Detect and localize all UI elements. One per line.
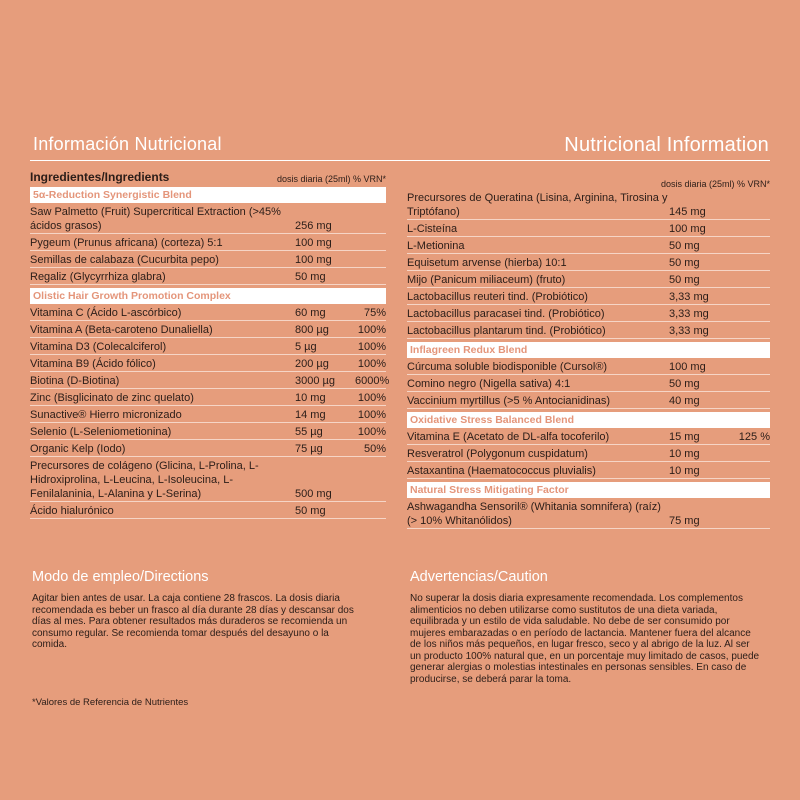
ingredient-amount: 15 mg bbox=[669, 431, 700, 443]
right-nutrition-table bbox=[407, 166, 770, 529]
table-row bbox=[407, 189, 770, 220]
ingredient-name: Lactobacillus paracasei tind. (Probiótico) bbox=[407, 308, 605, 320]
ingredient-name: Vitamina B9 (Ácido fólico) bbox=[30, 358, 156, 370]
footnote: *Valores de Referencia de Nutrientes bbox=[32, 697, 189, 708]
ingredient-amount: 800 µg bbox=[295, 324, 329, 336]
table-row bbox=[407, 358, 770, 375]
ingredient-amount: 3000 µg bbox=[295, 375, 335, 387]
ingredient-amount: 100 mg bbox=[669, 223, 706, 235]
table-row bbox=[407, 445, 770, 462]
left-table-body bbox=[30, 187, 390, 519]
ingredient-name: L-Metionina bbox=[407, 240, 465, 252]
dose-header-right: dosis diaria (25ml) % VRN* bbox=[660, 179, 770, 189]
ingredient-name: Astaxantina (Haematococcus pluvialis) bbox=[407, 465, 596, 477]
caution-heading: Advertencias/Caution bbox=[410, 569, 548, 585]
directions-text: Agitar bien antes de usar. La caja contiene 28 frascos. La dosis diaria recomendada es beber un frasco al día durante 28 días y descansar dos días al mes. Para obtener resultados más duraderos se recomienda un consumo regular. Se recomienda tomar después del desayuno o la comida. bbox=[32, 593, 354, 650]
ingredient-amount: 500 mg bbox=[295, 488, 332, 500]
ingredient-vrn: 125 % bbox=[738, 431, 770, 443]
ingredient-vrn: 100% bbox=[357, 426, 386, 438]
ingredient-name: Comino negro (Nigella sativa) 4:1 bbox=[407, 378, 571, 390]
table-row bbox=[407, 271, 770, 288]
ingredient-amount: 5 µg bbox=[295, 341, 317, 353]
ingredient-amount: 50 mg bbox=[669, 240, 700, 252]
ingredient-name: Lactobacillus plantarum tind. (Probiótico) bbox=[407, 325, 606, 337]
table-row bbox=[30, 304, 386, 321]
left-nutrition-table bbox=[30, 166, 390, 519]
ingredient-name: Precursores de Queratina (Lisina, Arginina, Tirosina y Triptófano) bbox=[407, 192, 668, 218]
ingredients-header: Ingredientes/Ingredients bbox=[30, 170, 170, 184]
ingredient-name: Cúrcuma soluble biodisponible (Cursol®) bbox=[407, 361, 608, 373]
ingredient-name: L-Cisteína bbox=[407, 223, 458, 235]
table-row bbox=[30, 251, 386, 268]
section-band: Olistic Hair Growth Promotion Complex bbox=[30, 288, 386, 304]
ingredient-amount: 75 µg bbox=[295, 443, 323, 455]
ingredient-name: Ashwagandha Sensoril® (Whitania somnifera) (raíz) (> 10% Whitanólidos) bbox=[407, 501, 661, 527]
ingredient-amount: 10 mg bbox=[669, 448, 700, 460]
ingredient-amount: 100 mg bbox=[295, 237, 332, 249]
table-row bbox=[30, 355, 386, 372]
ingredient-name: Ácido hialurónico bbox=[30, 505, 114, 517]
ingredient-amount: 50 mg bbox=[669, 378, 700, 390]
ingredient-name: Selenio (L-Seleniometionina) bbox=[30, 426, 172, 438]
ingredient-name: Vitamina E (Acetato de DL-alfa tocoferilo) bbox=[407, 431, 610, 443]
table-row bbox=[407, 428, 770, 445]
title-spanish: Información Nutricional bbox=[33, 134, 222, 154]
ingredient-name: Vitamina D3 (Colecalciferol) bbox=[30, 341, 167, 353]
ingredient-vrn: 100% bbox=[357, 341, 386, 353]
table-row bbox=[30, 440, 386, 457]
table-row bbox=[407, 392, 770, 409]
ingredient-name: Resveratrol (Polygonum cuspidatum) bbox=[407, 448, 588, 460]
ingredient-vrn: 75% bbox=[363, 307, 386, 319]
ingredient-amount: 14 mg bbox=[295, 409, 326, 421]
right-table-body bbox=[407, 189, 770, 529]
ingredient-name: Sunactive® Hierro micronizado bbox=[30, 409, 182, 421]
ingredient-name: Semillas de calabaza (Cucurbita pepo) bbox=[30, 254, 219, 266]
table-row bbox=[30, 234, 386, 251]
table-row bbox=[407, 254, 770, 271]
table-row bbox=[407, 305, 770, 322]
ingredient-name: Vitamina C (Ácido L-ascórbico) bbox=[30, 307, 182, 319]
ingredient-name: Precursores de colágeno (Glicina, L-Prolina, L-Hidroxiprolina, L-Leucina, L-Isoleucina, L-Fenilalaninia, L-Alanina y L-Serina) bbox=[30, 460, 259, 500]
ingredient-vrn: 100% bbox=[357, 392, 386, 404]
table-row bbox=[30, 203, 386, 234]
ingredient-vrn: 6000% bbox=[355, 375, 390, 387]
ingredient-amount: 3,33 mg bbox=[669, 308, 709, 320]
ingredient-amount: 145 mg bbox=[669, 206, 706, 218]
ingredient-amount: 200 µg bbox=[295, 358, 329, 370]
ingredient-vrn: 50% bbox=[363, 443, 386, 455]
section-band: Oxidative Stress Balanced Blend bbox=[407, 412, 770, 428]
table-row bbox=[30, 406, 386, 423]
ingredient-name: Vitamina A (Beta-caroteno Dunaliella) bbox=[30, 324, 213, 336]
caution-text: No superar la dosis diaria expresamente recomendada. Los complementos alimenticios no deben utilizarse como sustitutos de una dieta variada, equilibrada y un estilo de vida saludable. No debe de ser consumido por mujeres embarazadas o en período de lactancia. Mantener fuera del alcance de los niños más pequeños, en lugar fresco, seco y al abrigo de la luz. Al ser un producto 100% natural que, en un porcentaje muy limitado de casos, puede generar alergias o molestias intestinales en personas sensibles. En caso de producirse, se deberá parar la toma. bbox=[410, 593, 760, 685]
ingredient-name: Lactobacillus reuteri tind. (Probiótico) bbox=[407, 291, 588, 303]
ingredient-name: Equisetum arvense (hierba) 10:1 bbox=[407, 257, 567, 269]
table-row bbox=[30, 423, 386, 440]
table-row bbox=[407, 498, 770, 529]
section-band: Natural Stress Mitigating Factor bbox=[407, 482, 770, 498]
table-row bbox=[407, 220, 770, 237]
ingredient-name: Mijo (Panicum miliaceum) (fruto) bbox=[407, 274, 566, 286]
table-header-right bbox=[407, 166, 770, 189]
ingredient-name: Organic Kelp (Iodo) bbox=[30, 443, 126, 455]
table-row bbox=[30, 457, 386, 502]
ingredient-amount: 100 mg bbox=[295, 254, 332, 266]
ingredient-amount: 100 mg bbox=[669, 361, 706, 373]
directions-heading: Modo de empleo/Directions bbox=[32, 569, 209, 585]
ingredient-name: Saw Palmetto (Fruit) Supercritical Extraction (>45% ácidos grasos) bbox=[30, 206, 281, 232]
table-row bbox=[407, 237, 770, 254]
table-header bbox=[30, 166, 386, 184]
ingredient-amount: 60 mg bbox=[295, 307, 326, 319]
ingredient-name: Regaliz (Glycyrrhiza glabra) bbox=[30, 271, 166, 283]
ingredient-amount: 50 mg bbox=[295, 505, 326, 517]
ingredient-name: Zinc (Bisglicinato de zinc quelato) bbox=[30, 392, 194, 404]
table-row bbox=[407, 462, 770, 479]
ingredient-amount: 55 µg bbox=[295, 426, 323, 438]
section-band: 5α-Reduction Synergistic Blend bbox=[30, 187, 386, 203]
table-row bbox=[30, 372, 390, 389]
ingredient-amount: 256 mg bbox=[295, 220, 332, 232]
ingredient-amount: 40 mg bbox=[669, 395, 700, 407]
ingredient-vrn: 100% bbox=[357, 409, 386, 421]
ingredient-amount: 10 mg bbox=[669, 465, 700, 477]
ingredient-vrn: 100% bbox=[357, 358, 386, 370]
ingredient-amount: 50 mg bbox=[669, 274, 700, 286]
table-row bbox=[30, 321, 386, 338]
table-row bbox=[30, 389, 386, 406]
title-divider bbox=[30, 160, 770, 161]
ingredient-amount: 50 mg bbox=[669, 257, 700, 269]
table-row bbox=[407, 288, 770, 305]
section-band: Inflagreen Redux Blend bbox=[407, 342, 770, 358]
ingredient-amount: 3,33 mg bbox=[669, 325, 709, 337]
table-row bbox=[407, 375, 770, 392]
ingredient-amount: 3,33 mg bbox=[669, 291, 709, 303]
table-row bbox=[30, 338, 386, 355]
ingredient-name: Biotina (D-Biotina) bbox=[30, 375, 120, 387]
title-english: Nutricional Information bbox=[564, 134, 769, 156]
table-row bbox=[30, 268, 386, 285]
ingredient-amount: 10 mg bbox=[295, 392, 326, 404]
ingredient-amount: 75 mg bbox=[669, 515, 700, 527]
ingredient-amount: 50 mg bbox=[295, 271, 326, 283]
ingredient-name: Vaccinium myrtillus (>5 % Antocianidinas) bbox=[407, 395, 611, 407]
table-row bbox=[30, 502, 386, 519]
dose-header: dosis diaria (25ml) % VRN* bbox=[276, 174, 386, 184]
table-row bbox=[407, 322, 770, 339]
ingredient-name: Pygeum (Prunus africana) (corteza) 5:1 bbox=[30, 237, 223, 249]
ingredient-vrn: 100% bbox=[357, 324, 386, 336]
